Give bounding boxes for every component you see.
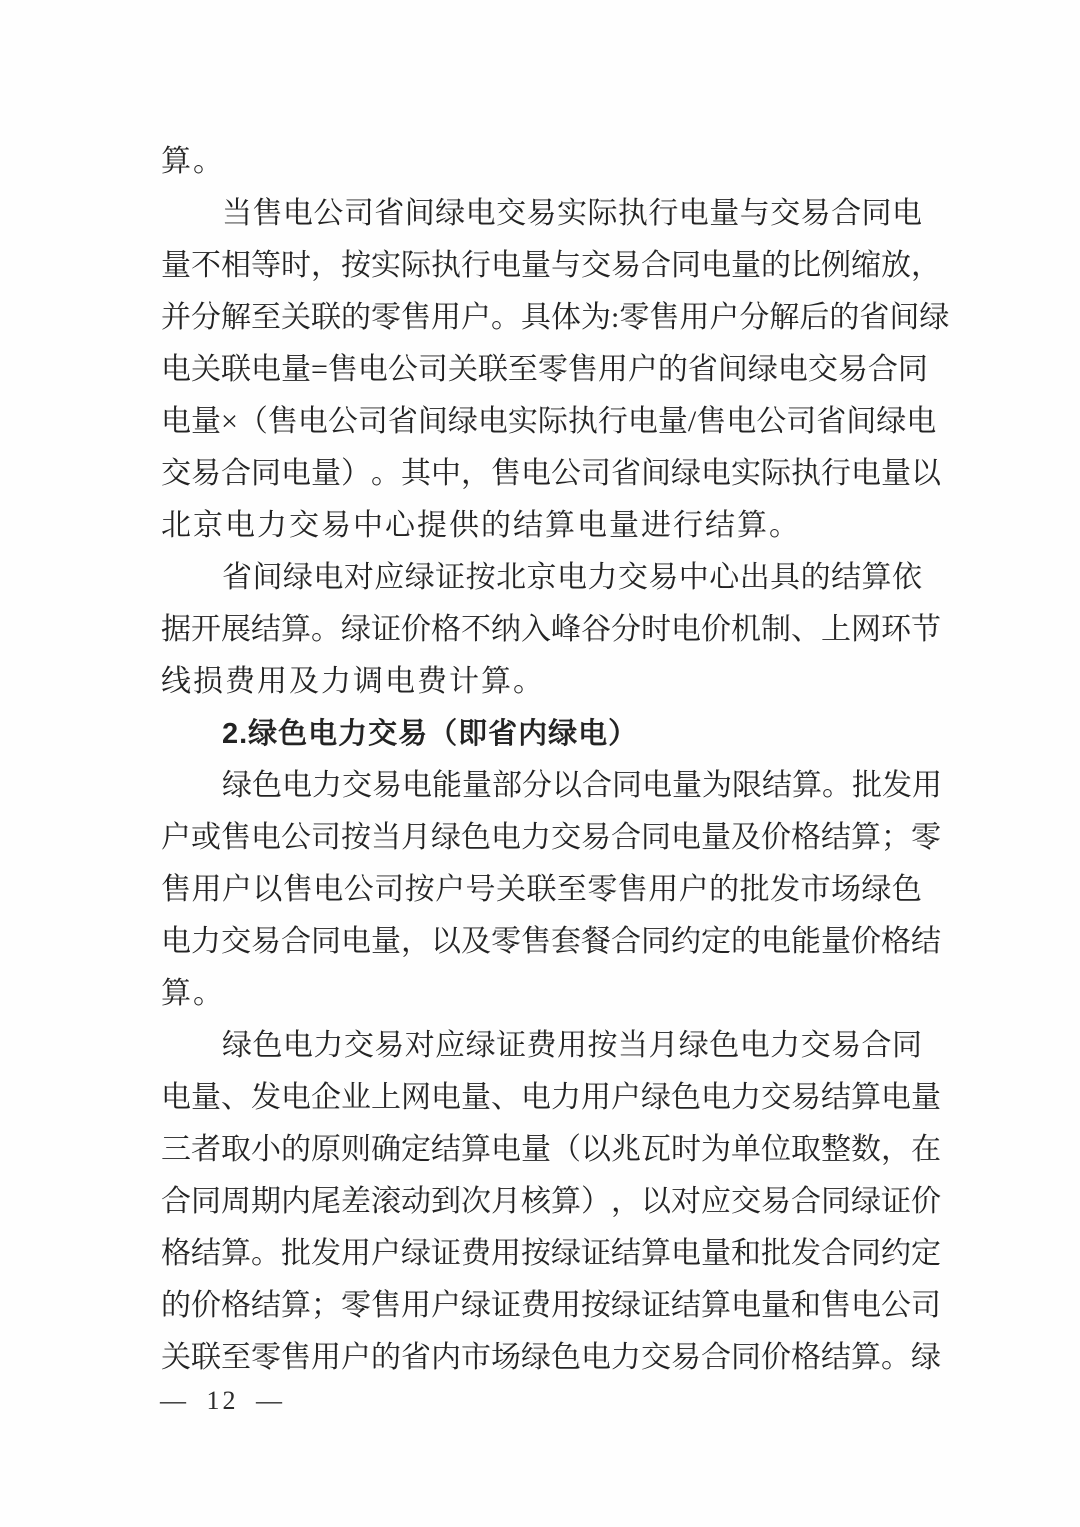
text-line: 合 同 周 期 内 尾 差 滚 动 到 次 月 核 算 ） ， 以 对 应 交 易 合 同 绿 证 价 [161,1185,941,1218]
text-line: 三 者 取 小 的 原 则 确 定 结 算 电 量 （ 以 兆 瓦 时 为 单 位 取 整 数 ， 在 [161,1133,941,1166]
text-line: 当 售 电 公 司 省 间 绿 电 交 易 实 际 执 行 电 量 与 交 易 合 同 电 [222,197,922,230]
text-line: 据 开 展 结 算 。 绿 证 价 格 不 纳 入 峰 谷 分 时 电 价 机 制 、 上 网 环 节 [161,613,941,646]
page-number: — 12 — [160,1386,285,1415]
text-line: 户 或 售 电 公 司 按 当 月 绿 色 电 力 交 易 合 同 电 量 及 价 格 结 算 ； 零 [161,821,941,854]
text-line: 的 价 格 结 算 ； 零 售 用 户 绿 证 费 用 按 绿 证 结 算 电 量 和 售 电 公 司 [161,1289,941,1322]
text-line: 省 间 绿 电 对 应 绿 证 按 北 京 电 力 交 易 中 心 出 具 的 结 算 依 [222,561,922,594]
text-line: 绿 色 电 力 交 易 对 应 绿 证 费 用 按 当 月 绿 色 电 力 交 易 合 同 [222,1029,922,1062]
text-line: 电 关 联 电 量 = 售 电 公 司 关 联 至 零 售 用 户 的 省 间 绿 电 交 易 合 同 [161,353,928,386]
text-line: 绿 色 电 力 交 易 电 能 量 部 分 以 合 同 电 量 为 限 结 算 。 批 发 用 [222,769,942,802]
text-line: 格 结 算 。 批 发 用 户 绿 证 费 用 按 绿 证 结 算 电 量 和 批 发 合 同 约 定 [161,1237,941,1270]
text-line: 售 用 户 以 售 电 公 司 按 户 号 关 联 至 零 售 用 户 的 批 发 市 场 绿 色 [161,873,922,906]
text-line: 线损费用及力调电费计算。 [161,665,545,698]
text-line: 算。 [161,145,225,178]
text-line: 量 不 相 等 时 ， 按 实 际 执 行 电 量 与 交 易 合 同 电 量 的 比 例 缩 放 ， [161,249,941,282]
text-line: 交 易 合 同 电 量 ） 。 其 中 ， 售 电 公 司 省 间 绿 电 实 际 执 行 电 量 以 [161,457,941,490]
text-line: 关 联 至 零 售 用 户 的 省 内 市 场 绿 色 电 力 交 易 合 同 价 格 结 算 。 绿 [161,1341,941,1374]
text-line: 电 量 、 发 电 企 业 上 网 电 量 、 电 力 用 户 绿 色 电 力 交 易 结 算 电 量 [161,1081,941,1114]
text-line: 算。 [161,977,225,1010]
text-line: 并 分 解 至 关 联 的 零 售 用 户 。 具 体 为 : 零 售 用 户 分 解 后 的 省 间 绿 [161,301,950,334]
page-footer [160,1381,285,1421]
text-line: 电 量 × （ 售 电 公 司 省 间 绿 电 实 际 执 行 电 量 / 售 电 公 司 省 间 绿 电 [161,405,937,438]
section-heading: 2.绿色电力交易（即省内绿电） [222,718,639,750]
text-line: 北京电力交易中心提供的结算电量进行结算。 [161,509,801,542]
document-body [161,136,950,1384]
text-line: 电 力 交 易 合 同 电 量 ， 以 及 零 售 套 餐 合 同 约 定 的 电 能 量 价 格 结 [161,925,941,958]
